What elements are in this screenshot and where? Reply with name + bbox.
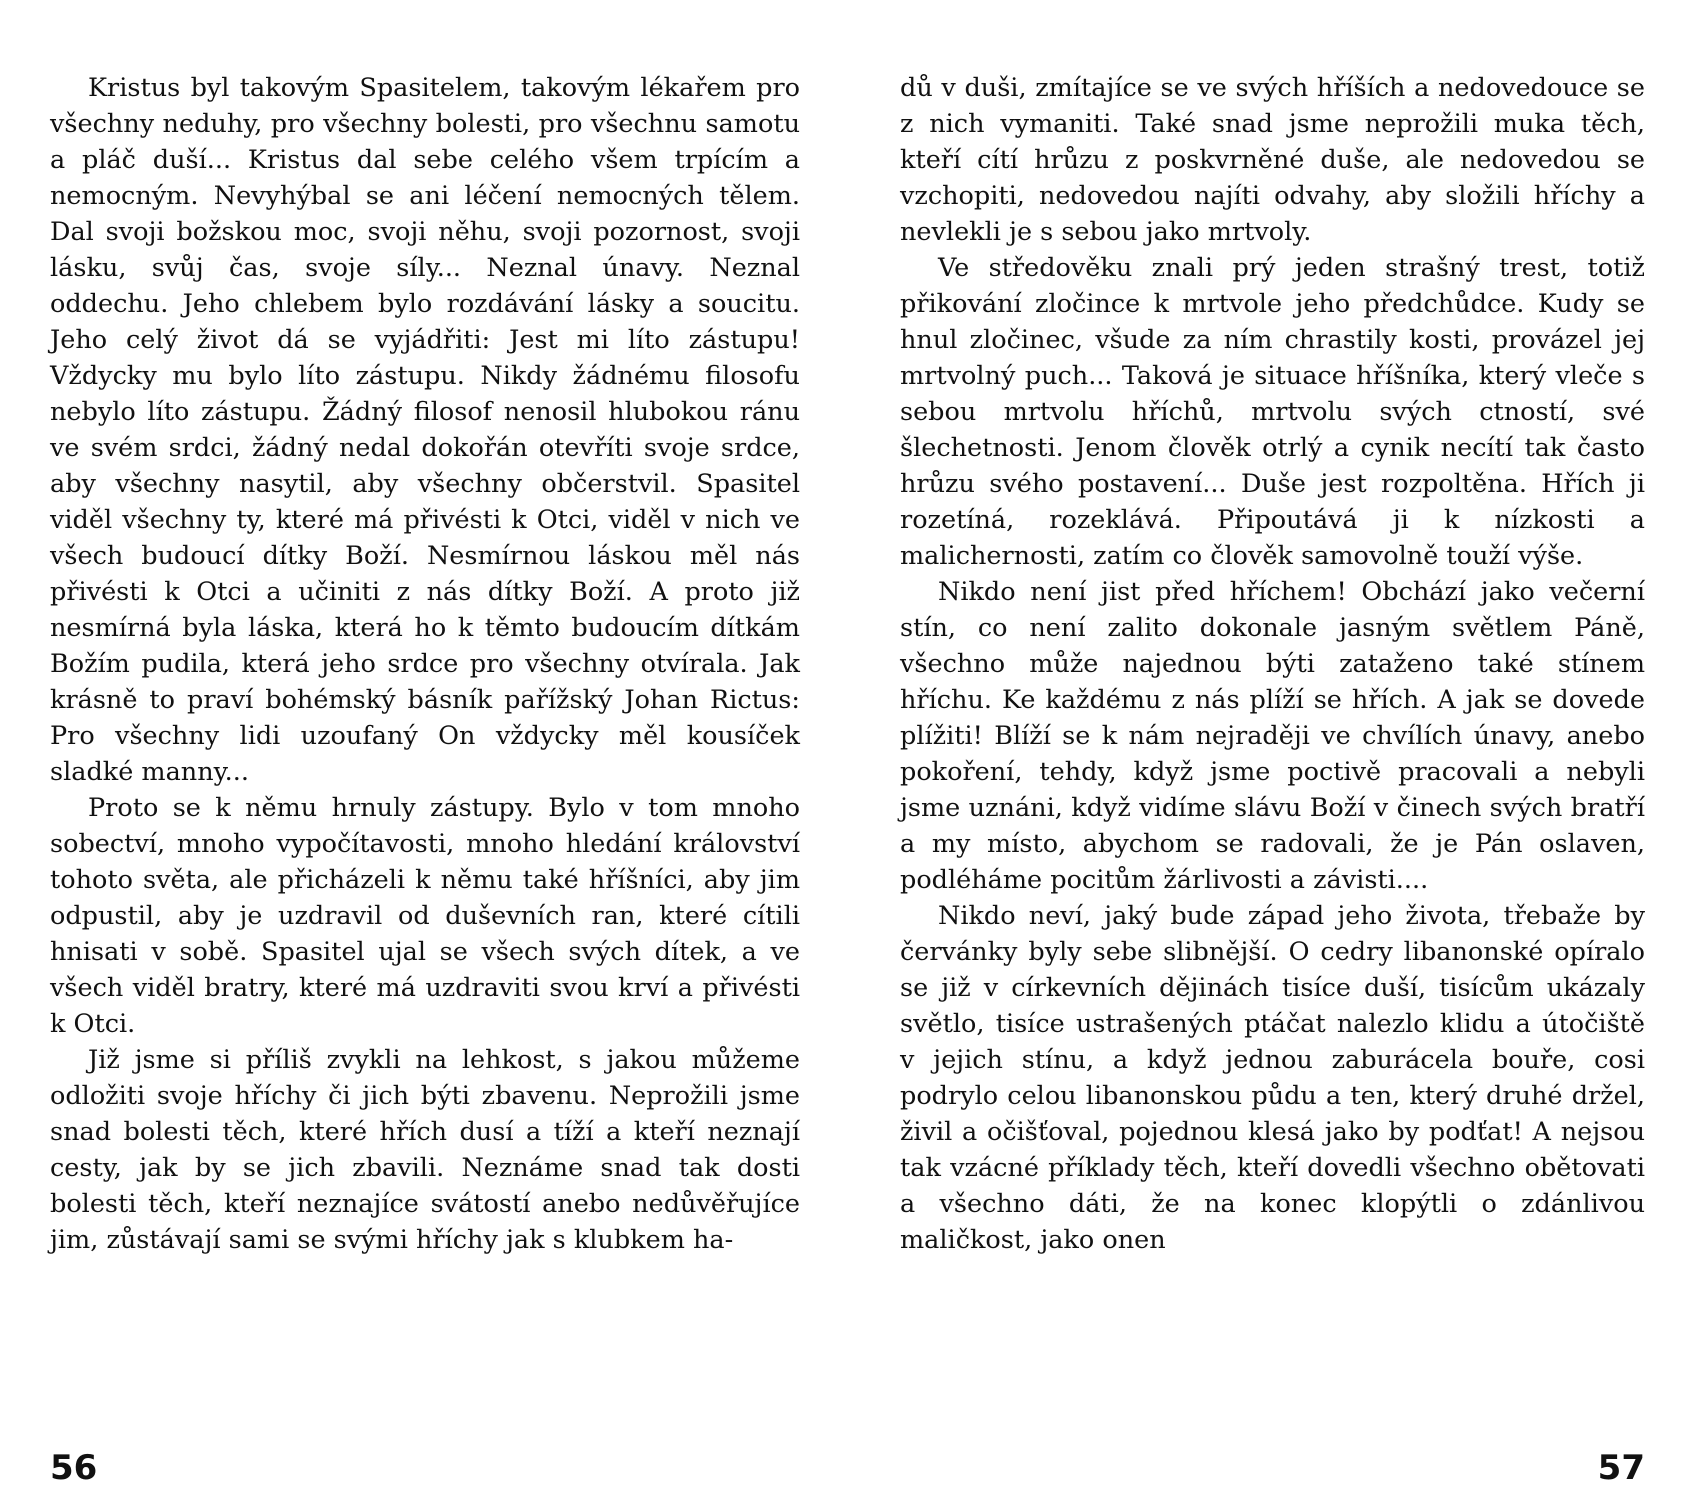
right-page [900,70,1645,1488]
paragraph: Kristus byl takovým Spasitelem, takovým lékařem pro všechny neduhy, pro všechny bolesti, pro všechnu samotu a pláč duší... Kristus dal sebe celého všem trpícím a nemocným. Nevyhýbal se ani léčení nemocných tělem. Dal svoji božskou moc, svoji něhu, svoji pozornost, svoji lásku, svůj čas, svoje síly... Neznal únavy. Neznal oddechu. Jeho chlebem bylo rozdávání lásky a soucitu. Jeho celý život dá se vyjádřiti: Jest mi líto zástupu! Vždycky mu bylo líto zástupu. Nikdy žádnému filosofu nebylo líto zástupu. Žádný filosof nenosil hlubokou ránu ve svém srdci, žádný nedal dokořán otevříti svoje srdce, aby všechny nasytil, aby všechny občerstvil. Spasitel viděl všechny ty, které má přivésti k Otci, viděl v nich ve všech budoucí dítky Boží. Nesmírnou láskou měl nás přivésti k Otci a učiniti z nás dítky Boží. A proto již nesmírná byla láska, která ho k těmto budoucím dítkám Božím pudila, která jeho srdce pro všechny otvírala. Jak krásně to praví bohémský básník pařížský Johan Rictus: Pro všechny lidi uzoufaný On vždycky měl kousíček sladké manny... [50,73,800,787]
left-page [50,70,800,1488]
paragraph: Nikdo není jist před hříchem! Obchází jako večerní stín, co není zalito dokonale jasným světlem Páně, všechno může najednou býti zataženo také stínem hříchu. Ke každému z nás plíží se hřích. A jak se dovede plížiti! Blíží se k nám nejraději ve chvílích únavy, anebo pokoření, tehdy, když jsme poctivě pracovali a nebyli jsme uznáni, když vidíme slávu Boží v činech svých bratří a my místo, abychom se radovali, že je Pán oslaven, podléháme pocitům žárlivosti a závisti.... [900,577,1645,895]
paragraph: Ve středověku znali prý jeden strašný trest, totiž přikování zločince k mrtvole jeho předchůdce. Kudy se hnul zločinec, všude za ním chrastily kosti, provázel jej mrtvolný puch... Taková je situace hříšníka, který vleče s sebou mrtvolu hříchů, mrtvolu svých ctností, své šlechetnosti. Jenom člověk otrlý a cynik necítí tak často hrůzu svého postavení... Duše jest rozpoltěna. Hřích ji rozetíná, rozeklává. Připoutává ji k nízkosti a malichernosti, zatím co člověk samovolně touží výše. [900,253,1645,571]
left-page-text [50,70,800,1258]
paragraph: Již jsme si příliš zvykli na lehkost, s jakou můžeme odložiti svoje hříchy či jich býti zbavenu. Neprožili jsme snad bolesti těch, které hřích dusí a tíží a kteří neznají cesty, jak by se jich zbavili. Neznáme snad tak dosti bolesti těch, kteří neznajíce svátostí anebo nedůvěřujíce jim, zůstávají sami se svými hříchy jak s klubkem ha- [50,1045,800,1255]
paragraph: Proto se k němu hrnuly zástupy. Bylo v tom mnoho sobectví, mnoho vypočítavosti, mnoho hledání království tohoto světa, ale přicházeli k němu také hříšníci, aby jim odpustil, aby je uzdravil od duševních ran, které cítili hnisati v sobě. Spasitel ujal se všech svých dítek, a ve všech viděl bratry, které má uzdraviti svou krví a přivésti k Otci. [50,793,800,1039]
right-page-text [900,70,1645,1258]
page-number: 56 [50,1448,98,1488]
page-number: 57 [1597,1448,1645,1488]
paragraph: dů v duši, zmítajíce se ve svých hříších a nedovedouce se z nich vymaniti. Také snad jsme neprožili muka těch, kteří cítí hrůzu z poskvrněné duše, ale nedovedou se vzchopiti, nedovedou najíti odvahy, aby složili hříchy a nevlekli je s sebou jako mrtvoly. [900,73,1645,247]
paragraph: Nikdo neví, jaký bude západ jeho života, třebaže by červánky byly sebe slibnější. O cedry libanonské opíralo se již v církevních dějinách tisíce duší, tisícům ukázaly světlo, tisíce ustrašených ptáčat nalezlo klidu a útočiště v jejich stínu, a když jednou zaburácela bouře, cosi podrylo celou libanonskou půdu a ten, který druhé držel, živil a očišťoval, pojednou klesá jako by podťat! A nejsou tak vzácné příklady těch, kteří dovedli všechno obětovati a všechno dáti, že na konec klopýtli o zdánlivou maličkost, jako onen [900,901,1645,1255]
